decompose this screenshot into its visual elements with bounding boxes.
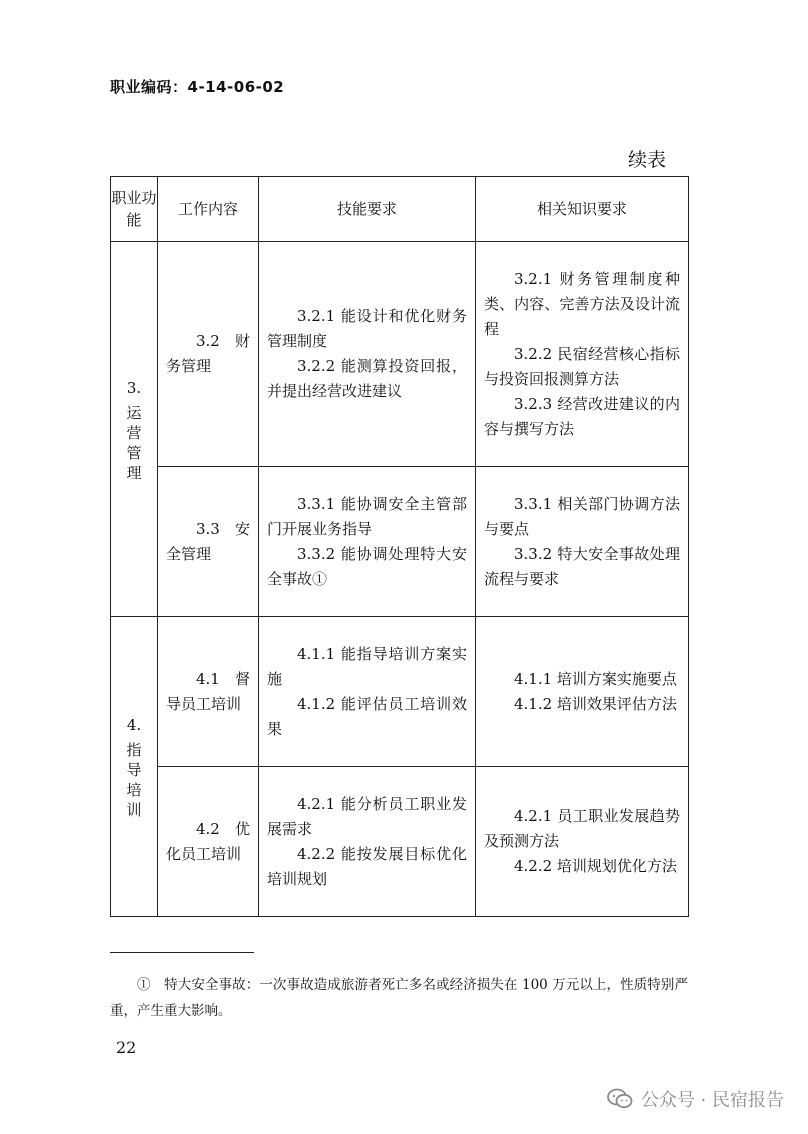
content-cell: 3.2 财务管理: [158, 242, 259, 467]
skills-cell: 3.3.1 能协调安全主管部门开展业务指导 3.3.2 能协调处理特大安全事故①: [259, 467, 476, 617]
watermark: [607, 1086, 784, 1112]
function-name: 运 营 管 理: [126, 403, 142, 482]
function-number: 3.: [126, 378, 142, 397]
function-cell-4: [111, 617, 158, 917]
occupation-code: 职业编码：4-14-06-02: [110, 78, 285, 96]
skills-cell: 3.2.1 能设计和优化财务管理制度 3.2.2 能测算投资回报，并提出经营改进建议: [259, 242, 476, 467]
knowledge-cell: 4.1.1 培训方案实施要点 4.1.2 培训效果评估方法: [476, 617, 689, 767]
table-header-row: [111, 177, 689, 242]
skills-cell: 4.1.1 能指导培训方案实施 4.1.2 能评估员工培训效果: [259, 617, 476, 767]
table-row: [111, 767, 689, 917]
knowledge-cell: 4.2.1 员工职业发展趋势及预测方法 4.2.2 培训规划优化方法: [476, 767, 689, 917]
header-skills: 技能要求: [259, 177, 476, 242]
skills-cell: 4.2.1 能分析员工职业发展需求 4.2.2 能按发展目标优化培训规划: [259, 767, 476, 917]
table-row: [111, 617, 689, 767]
continued-label: 续表: [627, 149, 666, 171]
content-cell: 3.3 安全管理: [158, 467, 259, 617]
function-number: 4.: [126, 716, 142, 734]
table-row: [111, 242, 689, 467]
page-number: 22: [116, 1038, 137, 1057]
watermark-text: 公众号 · 民宿报告: [640, 1090, 784, 1111]
function-cell-3: [111, 242, 158, 617]
footnote-text: ① 特大安全事故：一次事故造成旅游者死亡多名或经济损失在 100 万元以上，性质特别严重，产生重大影响。: [110, 977, 688, 1019]
knowledge-cell: 3.2.1 财务管理制度种类、内容、完善方法及设计流程 3.2.2 民宿经营核心指标与投资回报测算方法 3.2.3 经营改进建议的内容与撰写方法: [476, 242, 689, 467]
footnote-divider: [110, 952, 254, 953]
content-cell: 4.2 优化员工培训: [158, 767, 259, 917]
knowledge-cell: 3.3.1 相关部门协调方法与要点 3.3.2 特大安全事故处理流程与要求: [476, 467, 689, 617]
function-name: 指 导 培 训: [126, 741, 142, 819]
header-function: 职业功能: [111, 177, 158, 242]
content-cell: 4.1 督导员工培训: [158, 617, 259, 767]
header-content: 工作内容: [158, 177, 259, 242]
skills-table: [110, 176, 689, 917]
wechat-icon: [607, 1088, 633, 1110]
footnote: [110, 972, 688, 1024]
header-knowledge: 相关知识要求: [476, 177, 689, 242]
table-row: [111, 467, 689, 617]
